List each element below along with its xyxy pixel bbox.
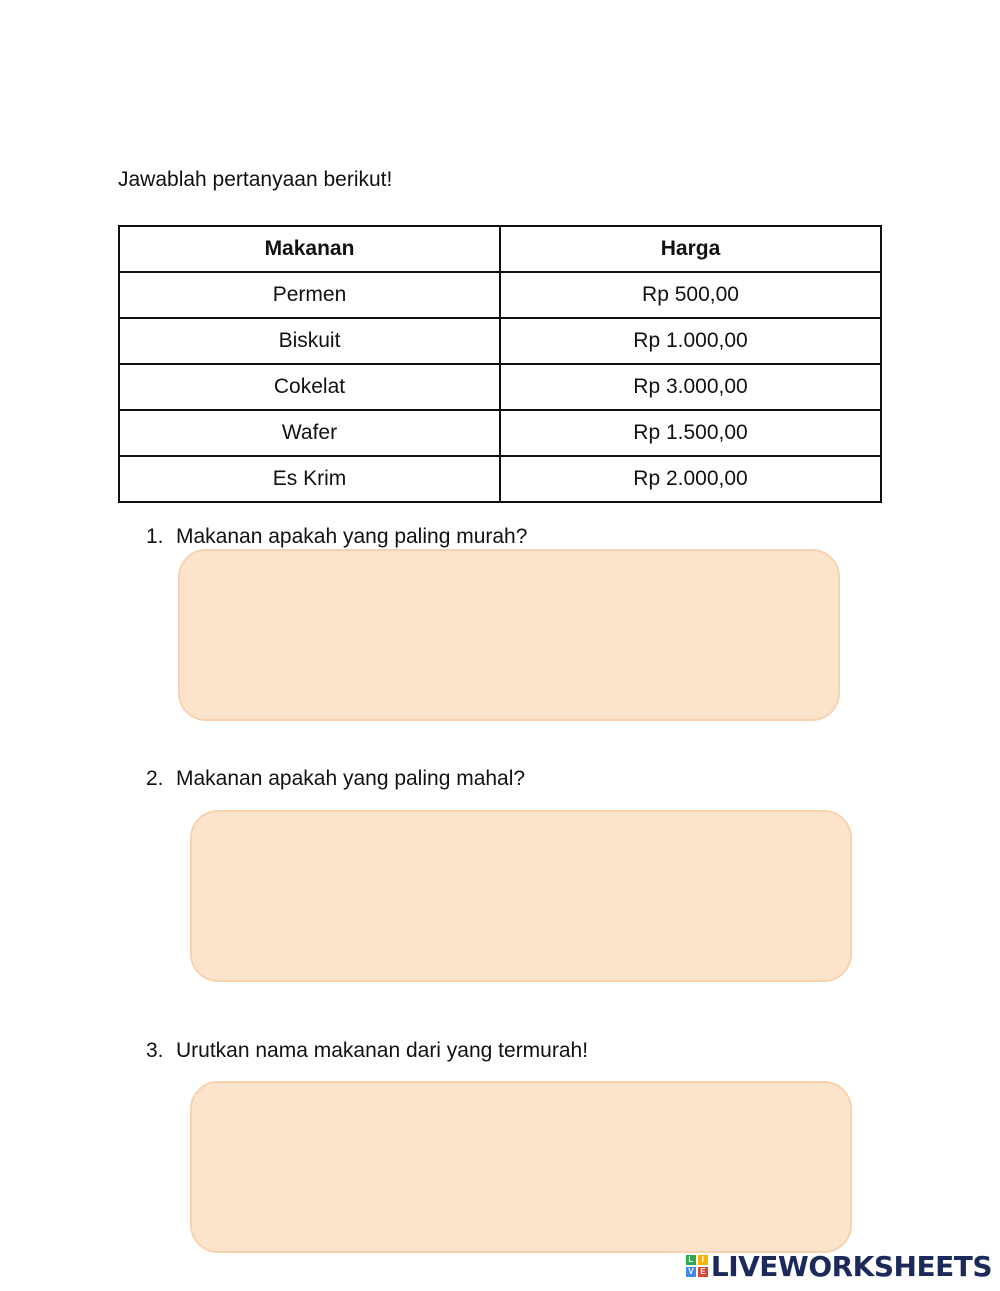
- table-row: [119, 410, 881, 456]
- question-number: 1.: [146, 525, 164, 548]
- question-1: [146, 523, 527, 551]
- mark-tile-i: I: [698, 1255, 708, 1265]
- question-number: 3.: [146, 1039, 164, 1062]
- table-header-row: [119, 226, 881, 272]
- answer-box-1[interactable]: [178, 549, 840, 721]
- table-row: [119, 364, 881, 410]
- question-text: Urutkan nama makanan dari yang termurah!: [176, 1039, 589, 1062]
- question-2: [146, 765, 525, 793]
- header-harga: Harga: [500, 226, 881, 272]
- cell-food: Cokelat: [119, 364, 500, 410]
- table-row: [119, 318, 881, 364]
- cell-price: Rp 1.500,00: [500, 410, 881, 456]
- question-text: Makanan apakah yang paling mahal?: [176, 767, 526, 790]
- cell-food: Biskuit: [119, 318, 500, 364]
- question-number: 2.: [146, 767, 164, 790]
- mark-tile-l: L: [686, 1255, 696, 1265]
- question-3: [146, 1037, 588, 1065]
- instruction-text: Jawablah pertanyaan berikut!: [118, 168, 393, 191]
- answer-box-3[interactable]: [190, 1081, 852, 1253]
- cell-price: Rp 1.000,00: [500, 318, 881, 364]
- answer-box-2[interactable]: [190, 810, 852, 982]
- cell-food: Wafer: [119, 410, 500, 456]
- live-mark-icon: [686, 1255, 708, 1277]
- question-text: Makanan apakah yang paling murah?: [176, 525, 528, 548]
- header-makanan: Makanan: [119, 226, 500, 272]
- logo-text: LIVEWORKSHEETS: [710, 1249, 992, 1283]
- cell-price: Rp 500,00: [500, 272, 881, 318]
- price-table: [118, 225, 882, 503]
- table-row: [119, 272, 881, 318]
- liveworksheets-logo: [686, 1249, 992, 1283]
- cell-food: Permen: [119, 272, 500, 318]
- mark-tile-v: V: [686, 1267, 696, 1277]
- cell-price: Rp 3.000,00: [500, 364, 881, 410]
- cell-price: Rp 2.000,00: [500, 456, 881, 502]
- cell-food: Es Krim: [119, 456, 500, 502]
- mark-tile-e: E: [698, 1267, 708, 1277]
- table-row: [119, 456, 881, 502]
